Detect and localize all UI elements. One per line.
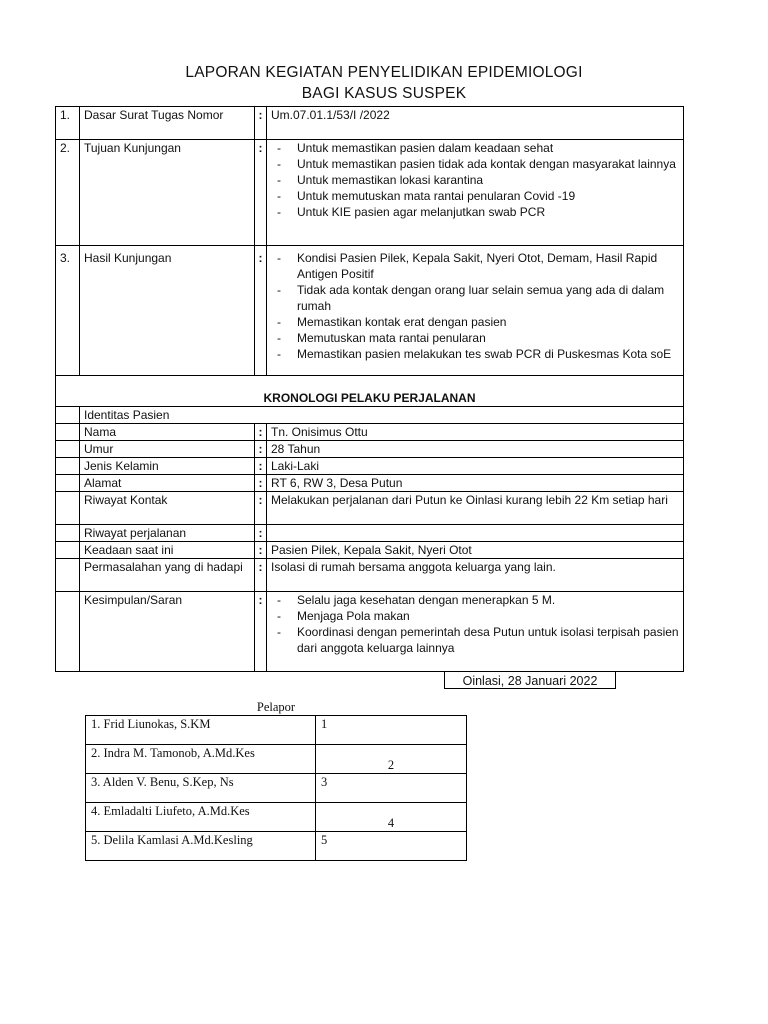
empty-cell bbox=[56, 542, 80, 559]
report-title-line-1: LAPORAN KEGIATAN PENYELIDIKAN EPIDEMIOLOGI bbox=[185, 64, 583, 81]
reporter-row bbox=[86, 803, 467, 832]
field-label: Tujuan Kunjungan bbox=[80, 140, 255, 246]
report-title-line-2: BAGI KASUS SUSPEK bbox=[301, 85, 467, 102]
reporter-name: 5. Delila Kamlasi A.Md.Kesling bbox=[86, 832, 316, 861]
field-value: Pasien Pilek, Kepala Sakit, Nyeri Otot bbox=[267, 542, 684, 559]
reporter-row bbox=[86, 832, 467, 861]
empty-cell bbox=[56, 407, 80, 424]
list-item: - Memastikan pasien melakukan tes swab PCR di Puskesmas Kota soE bbox=[271, 346, 679, 362]
field-value: Um.07.01.1/53/I /2022 bbox=[267, 107, 684, 140]
row-alamat bbox=[56, 475, 684, 492]
field-label: Riwayat Kontak bbox=[80, 492, 255, 525]
row-kronologi-heading bbox=[56, 376, 684, 407]
field-label: Hasil Kunjungan bbox=[80, 246, 255, 376]
report-table bbox=[55, 106, 684, 672]
row-number: 3. bbox=[56, 246, 80, 376]
row-dasar-surat bbox=[56, 107, 684, 140]
empty-cell bbox=[56, 475, 80, 492]
list-item: - Untuk memastikan pasien tidak ada kontak dengan masyarakat lainnya bbox=[271, 156, 679, 172]
list-item: - Untuk memastikan pasien dalam keadaan sehat bbox=[271, 140, 679, 156]
list-item: - Untuk memastikan lokasi karantina bbox=[271, 172, 679, 188]
field-value: Isolasi di rumah bersama anggota keluarga yang lain. bbox=[267, 559, 684, 592]
row-tujuan-kunjungan bbox=[56, 140, 684, 246]
row-permasalahan bbox=[56, 559, 684, 592]
colon: : bbox=[255, 107, 267, 140]
field-label: Jenis Kelamin bbox=[80, 458, 255, 475]
list-item: - Untuk KIE pasien agar melanjutkan swab PCR bbox=[271, 204, 679, 220]
list-item: - Kondisi Pasien Pilek, Kepala Sakit, Nyeri Otot, Demam, Hasil Rapid Antigen Positif bbox=[271, 250, 679, 282]
colon: : bbox=[255, 592, 267, 672]
empty-cell bbox=[56, 441, 80, 458]
colon: : bbox=[255, 458, 267, 475]
signature-number: 4 bbox=[316, 803, 467, 832]
field-value bbox=[267, 525, 684, 542]
row-jenis-kelamin bbox=[56, 458, 684, 475]
reporter-row bbox=[86, 745, 467, 774]
row-number: 2. bbox=[56, 140, 80, 246]
list-item: - Untuk memutuskan mata rantai penularan Covid -19 bbox=[271, 188, 679, 204]
field-value: Laki-Laki bbox=[267, 458, 684, 475]
row-keadaan bbox=[56, 542, 684, 559]
field-value: 28 Tahun bbox=[267, 441, 684, 458]
row-kesimpulan bbox=[56, 592, 684, 672]
row-identitas bbox=[56, 407, 684, 424]
colon: : bbox=[255, 424, 267, 441]
field-label: Keadaan saat ini bbox=[80, 542, 255, 559]
field-label: Permasalahan yang di hadapi bbox=[80, 559, 255, 592]
field-label: Nama bbox=[80, 424, 255, 441]
field-label: Dasar Surat Tugas Nomor bbox=[80, 107, 255, 140]
signature-number: 5 bbox=[316, 832, 467, 861]
reporter-name: 2. Indra M. Tamonob, A.Md.Kes bbox=[86, 745, 316, 774]
colon: : bbox=[255, 542, 267, 559]
signature-number: 3 bbox=[316, 774, 467, 803]
row-nama bbox=[56, 424, 684, 441]
field-value-list bbox=[267, 140, 684, 246]
signature-number: 2 bbox=[316, 745, 467, 774]
field-value-list bbox=[267, 592, 684, 672]
field-value: Tn. Onisimus Ottu bbox=[267, 424, 684, 441]
list-item: - Menjaga Pola makan bbox=[271, 608, 679, 624]
signature-number: 1 bbox=[316, 716, 467, 745]
field-value: RT 6, RW 3, Desa Putun bbox=[267, 475, 684, 492]
reporter-row bbox=[86, 716, 467, 745]
empty-cell bbox=[56, 559, 80, 592]
row-riwayat-kontak bbox=[56, 492, 684, 525]
reporter-table bbox=[85, 700, 467, 861]
reporter-name: 3. Alden V. Benu, S.Kep, Ns bbox=[86, 774, 316, 803]
colon: : bbox=[255, 441, 267, 458]
field-label: Riwayat perjalanan bbox=[80, 525, 255, 542]
field-value-list bbox=[267, 246, 684, 376]
reporter-heading: Pelapor bbox=[86, 700, 467, 716]
colon: : bbox=[255, 475, 267, 492]
row-riwayat-perjalanan bbox=[56, 525, 684, 542]
empty-cell bbox=[56, 458, 80, 475]
list-item: - Tidak ada kontak dengan orang luar selain semua yang ada di dalam rumah bbox=[271, 282, 679, 314]
row-hasil-kunjungan bbox=[56, 246, 684, 376]
empty-cell bbox=[56, 525, 80, 542]
empty-cell bbox=[56, 492, 80, 525]
subsection-label: Identitas Pasien bbox=[80, 407, 684, 424]
field-value: Melakukan perjalanan dari Putun ke Oinlasi kurang lebih 22 Km setiap hari bbox=[267, 492, 684, 525]
section-heading: KRONOLOGI PELAKU PERJALANAN bbox=[56, 376, 684, 407]
empty-cell bbox=[56, 424, 80, 441]
list-item: - Memastikan kontak erat dengan pasien bbox=[271, 314, 679, 330]
report-date: Oinlasi, 28 Januari 2022 bbox=[444, 671, 616, 689]
list-item: - Selalu jaga kesehatan dengan menerapkan 5 M. bbox=[271, 592, 679, 608]
colon: : bbox=[255, 492, 267, 525]
colon: : bbox=[255, 246, 267, 376]
empty-cell bbox=[56, 592, 80, 672]
field-label: Alamat bbox=[80, 475, 255, 492]
colon: : bbox=[255, 140, 267, 246]
list-item: - Memutuskan mata rantai penularan bbox=[271, 330, 679, 346]
row-umur bbox=[56, 441, 684, 458]
field-label: Kesimpulan/Saran bbox=[80, 592, 255, 672]
field-label: Umur bbox=[80, 441, 255, 458]
row-number: 1. bbox=[56, 107, 80, 140]
reporter-name: 1. Frid Liunokas, S.KM bbox=[86, 716, 316, 745]
reporter-row bbox=[86, 774, 467, 803]
colon: : bbox=[255, 525, 267, 542]
reporter-heading-row bbox=[86, 700, 467, 716]
reporter-name: 4. Emladalti Liufeto, A.Md.Kes bbox=[86, 803, 316, 832]
colon: : bbox=[255, 559, 267, 592]
list-item: - Koordinasi dengan pemerintah desa Putun untuk isolasi terpisah pasien dari anggota keluarga lainnya bbox=[271, 624, 679, 656]
